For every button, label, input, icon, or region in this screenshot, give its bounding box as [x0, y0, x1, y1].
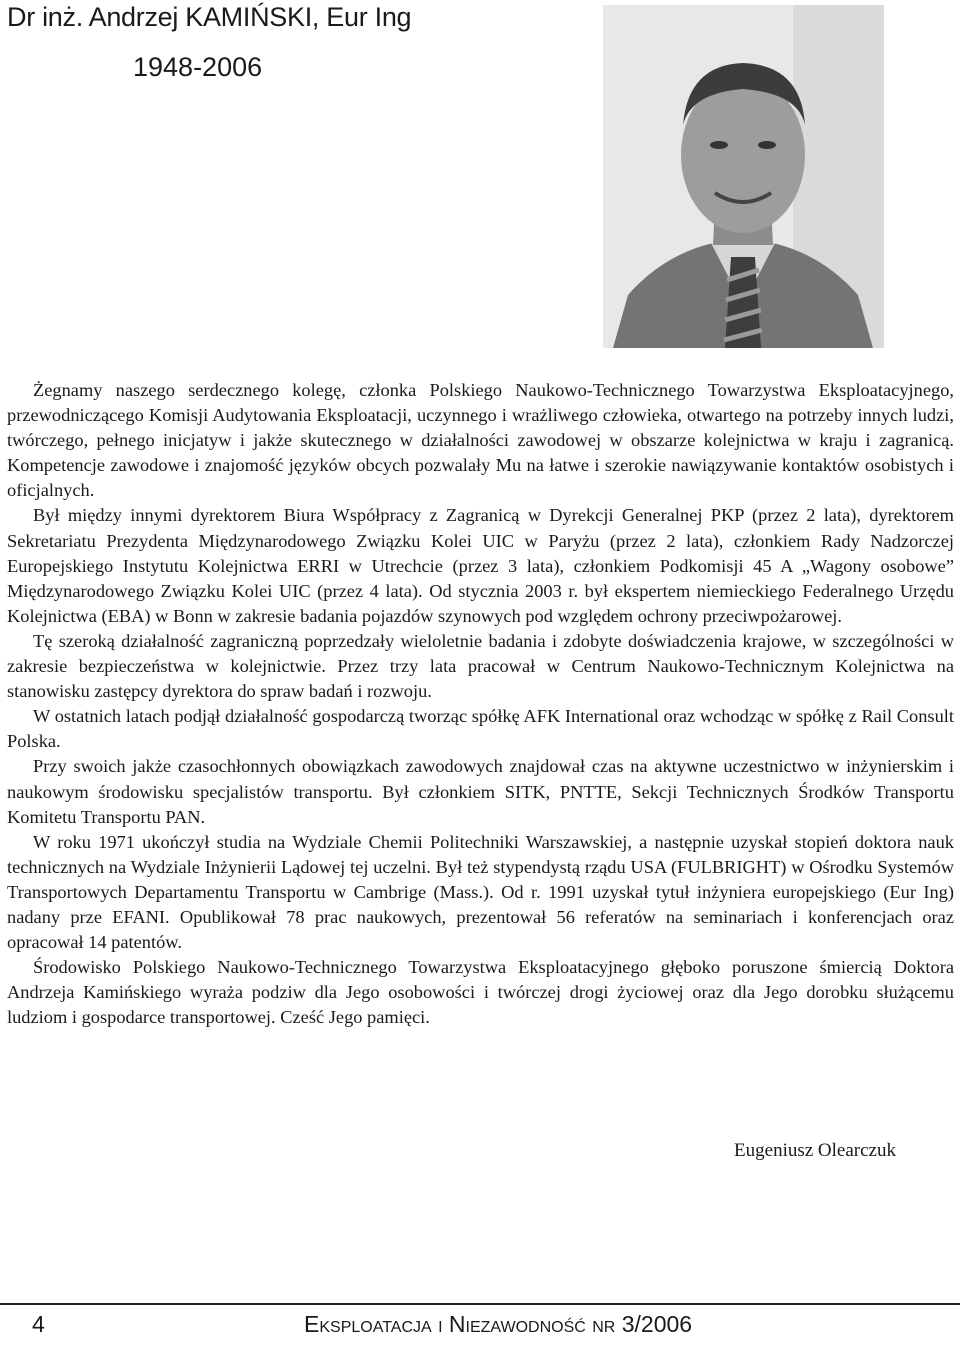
life-years: 1948-2006: [133, 52, 263, 82]
article-title: Dr inż. Andrzej KAMIŃSKI, Eur Ing: [7, 2, 412, 32]
paragraph-domestic: Tę szeroką działalność zagraniczną poprzedzały wieloletnie badania i zdobyte doświadczenia krajowe, w szczególności w zakresie bezpieczeństwa w kolejnictwie. Przez trzy lata pracował w Centrum Naukowo-Technicznym Kolejnictwa na stanowisku zastępcy dyrektora do spraw badań i rozwoju.: [7, 630, 954, 702]
portrait-illustration: [603, 5, 884, 348]
author-signature: Eugeniusz Olearczuk: [734, 1140, 896, 1161]
footer-divider: [0, 1303, 960, 1305]
paragraph-career: Był między innymi dyrektorem Biura Współpracy z Zagranicą w Dyrekcji Generalnej PKP (przez 2 lata), dyrektorem Sekretariatu Prezydenta Międzynarodowego Związku Kolei UIC w Paryżu (przez 2 lata), członkiem Rady Nadzorczej Europejskiego Instytutu Kolejnictwa ERRI w Utrechcie (przez 3 lata), członkiem Podkomisji 45 A „Wagony osobowe” Międzynarodowego Związku Kolei UIC (przez 4 lata). Od stycznia 2003 r. był ekspertem niemieckiego Federalnego Urzędu Kolejnictwa (EBA) w Bonn w zakresie badania pojazdów szynowych pod względem ochrony przeciwpożarowej.: [7, 505, 954, 626]
journal-initial-e: E: [304, 1311, 320, 1337]
paragraph-business: W ostatnich latach podjął działalność gospodarczą tworząc spółkę AFK International oraz wchodząc w spółkę z Rail Consult Polska.: [7, 706, 954, 752]
journal-issue: 3/2006: [621, 1311, 693, 1337]
journal-name: [304, 1311, 692, 1338]
paragraph-intro: Żegnamy naszego serdecznego kolegę, członka Polskiego Naukowo-Technicznego Towarzystwa Eksploatacyjnego, przewodniczącego Komisji Audytowania Eksploatacji, uczynnego i wrażliwego człowieka, otwartego na potrzeby innych ludzi, twórczego, pełnego inicjatyw i jakże skutecznego w działalności zawodowej w obszarze kolejnictwa w kraju i zagranicą. Kompetencje zawodowe i znajomość języków obcych pozwalały Mu na łatwe i szerokie nawiązywanie kontaktów osobistych i oficjalnych.: [7, 380, 954, 501]
portrait-photo: [603, 5, 884, 348]
obituary-body: [7, 378, 954, 1030]
journal-initial-n: N: [448, 1311, 466, 1337]
journal-word-nr: NR: [592, 1319, 616, 1336]
page-number: 4: [32, 1311, 45, 1337]
paragraph-education: W roku 1971 ukończył studia na Wydziale Chemii Politechniki Warszawskiej, a następnie uzyskał stopień doktora nauk technicznych na Wydziale Inżynierii Lądowej tej uczelni. Był też stypendystą rządu USA (FULBRIGHT) w Ośrodku Systemów Transportowych Departamentu Transportu w Cambrige (Mass.). Od r. 1991 uzyskał tytuł inżyniera europejskiego (Eur Ing) nadany prze EFANI. Opublikował 78 prac naukowych, prezentował 56 referatów na seminariach i konferencjach oraz opracował 14 patentów.: [7, 831, 954, 953]
paragraph-closing: Środowisko Polskiego Naukowo-Technicznego Towarzystwa Eksploatacyjnego głęboko poruszone śmiercią Doktora Andrzeja Kamińskiego wyraża podziw dla Jego osobowości i twórczej drogi życiowej oraz dla Jego dorobku służącemu ludziom i gospodarce transportowej. Cześć Jego pamięci.: [7, 957, 954, 1028]
journal-word-ksploatacja: KSPLOATACJA: [319, 1319, 432, 1336]
journal-word-i: I: [438, 1319, 443, 1336]
paragraph-community: Przy swoich jakże czasochłonnych obowiązkach zawodowych znajdował czas na aktywne uczestnictwo w inżynierskim i naukowym środowisku specjalistów transportu. Był członkiem SITK, PNTTE, Sekcji Technicznych Środków Transportu Komitetu Transportu PAN.: [7, 756, 954, 827]
journal-word-iezawodnosc: IEZAWODNOŚĆ: [465, 1319, 586, 1336]
